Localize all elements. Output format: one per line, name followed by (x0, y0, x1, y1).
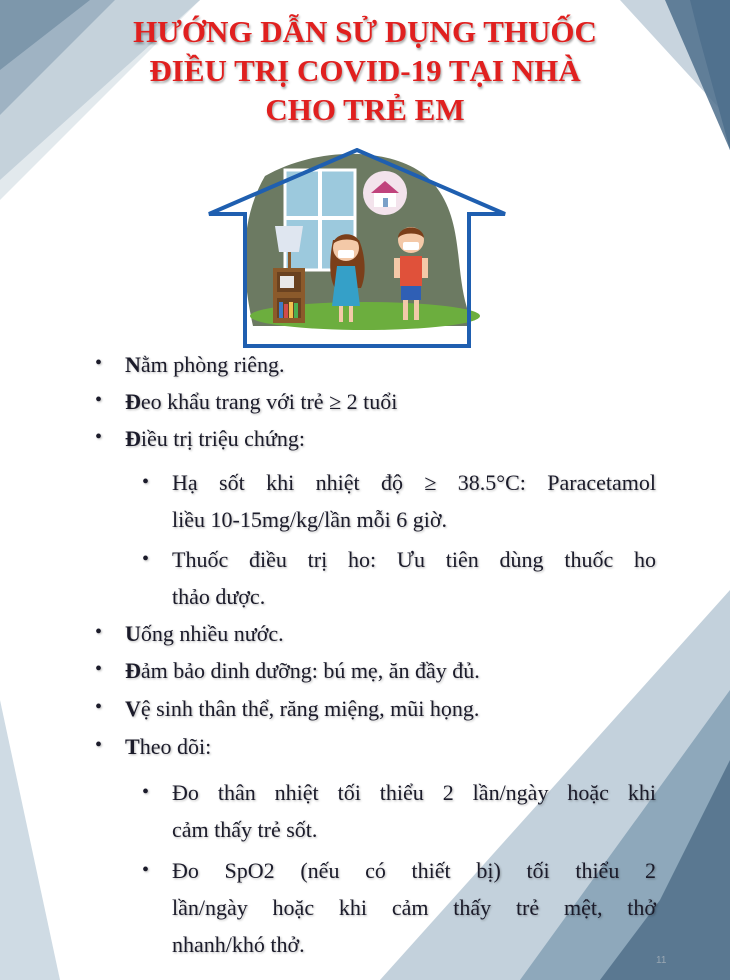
title-line-2: ĐIỀU TRỊ COVID-19 TẠI NHÀ (149, 53, 581, 88)
title-line-1: HƯỚNG DẪN SỬ DỤNG THUỐC (133, 14, 597, 49)
top-right-triangle (665, 0, 730, 150)
list-item: • Vệ sinh thân thể, răng miệng, mũi họng. (95, 696, 480, 721)
house-illustration (205, 148, 510, 348)
list-item: • Theo dõi: (95, 734, 212, 759)
sub-list-item: • Đo thân nhiệt tối thiểu 2 lần/ngày hoặc khi cảm thấy trẻ sốt. (142, 780, 656, 842)
list-item: • Uống nhiều nước. (95, 621, 284, 646)
lamp (275, 226, 303, 252)
title-line-3: CHO TRẺ EM (265, 92, 465, 127)
list-item: • Nằm phòng riêng. (95, 352, 285, 377)
sub-list-item: • Đo SpO2 (nếu có thiết bị) tối thiểu 2 lần/ngày hoặc khi cảm thấy trẻ mệt, thở nhanh/khó thở. (142, 858, 656, 957)
page-title (60, 12, 670, 129)
list-item: • Đảm bảo dinh dưỡng: bú mẹ, ăn đầy đủ. (95, 658, 480, 683)
sub-list-item: • Thuốc điều trị ho: Ưu tiên dùng thuốc ho thảo dược. (142, 547, 656, 609)
list-item: • Điều trị triệu chứng: (95, 426, 305, 451)
list-item: • Đeo khẩu trang với trẻ ≥ 2 tuổi (95, 389, 398, 414)
page-number: 11 (656, 955, 667, 966)
sub-list-item: • Hạ sốt khi nhiệt độ ≥ 38.5°C: Paracetamol liều 10-15mg/kg/lần mỗi 6 giờ. (142, 470, 656, 532)
